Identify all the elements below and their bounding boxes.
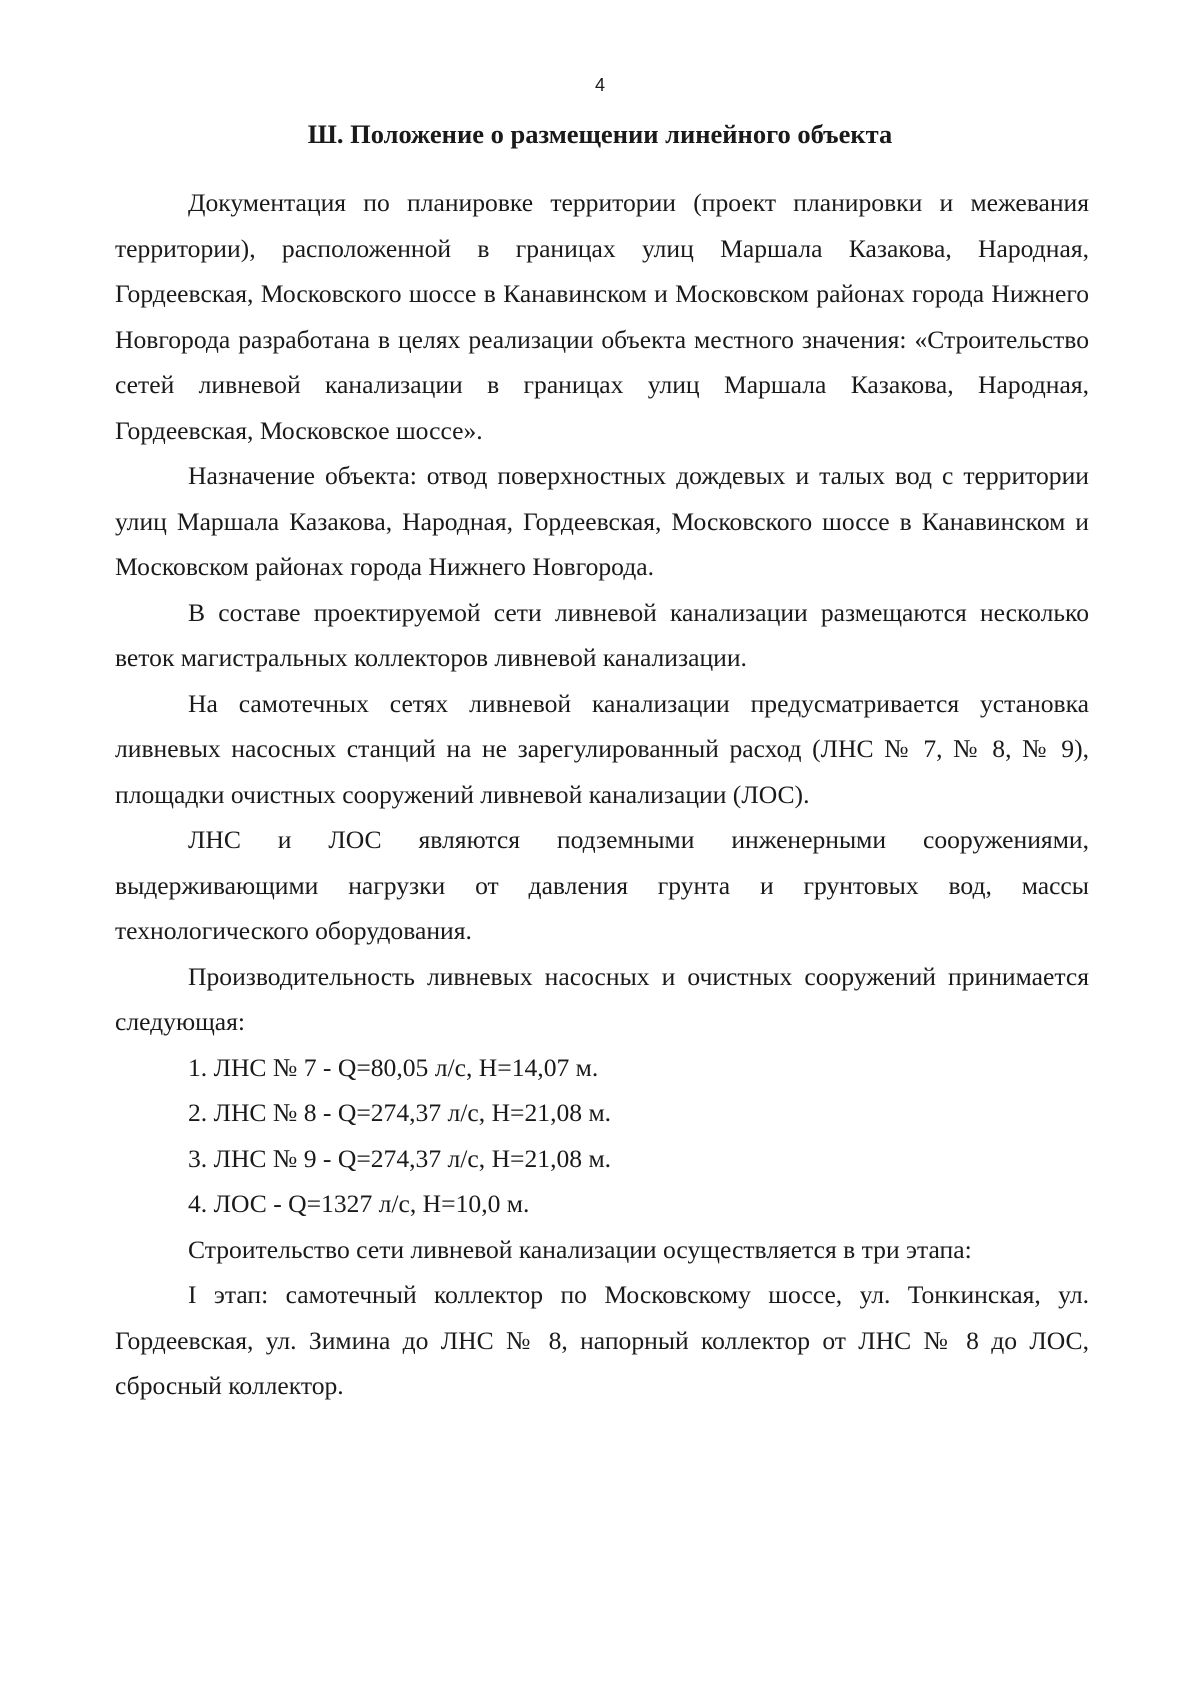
capacity-item-lns-7: 1. ЛНС № 7 - Q=80,05 л/с, Н=14,07 м.	[188, 1052, 599, 1082]
paragraph-documentation: Документация по планировке территории (проект планировки и межевания территории), расположенной в границах улиц Маршала Казакова, Народная, Гордеевская, Московского шоссе в Канавинском и Московском районах города Нижнего Новгорода разработана в целях реализации объекта местного значения: «Строительство сетей ливневой канализации в границах улиц Маршала Казакова, Народная, Гордеевская, Московское шоссе».	[115, 188, 1089, 445]
paragraph-network-composition: В составе проектируемой сети ливневой канализации размещаются несколько веток магистральных коллекторов ливневой канализации.	[115, 597, 1089, 672]
capacity-item-lns-9: 3. ЛНС № 9 - Q=274,37 л/с, Н=21,08 м.	[188, 1143, 612, 1173]
paragraph-pump-stations: На самотечных сетях ливневой канализации предусматривается установка ливневых насосных станций на не зарегулированный расход (ЛНС № 7, № 8, № 9), площадки очистных сооружений ливневой канализации (ЛОС).	[115, 688, 1089, 809]
capacity-item-los: 4. ЛОС - Q=1327 л/с, Н=10,0 м.	[188, 1189, 530, 1218]
paragraph-purpose: Назначение объекта: отвод поверхностных дождевых и талых вод с территории улиц Маршала Казакова, Народная, Гордеевская, Московского шоссе в Канавинском и Московском районах города Нижнего Новгорода.	[115, 461, 1089, 581]
paragraph-capacity-intro: Производительность ливневых насосных и очистных сооружений принимается следующая:	[115, 961, 1089, 1036]
capacity-item-lns-8: 2. ЛНС № 8 - Q=274,37 л/с, Н=21,08 м.	[188, 1098, 612, 1127]
paragraph-stage-1: I этап: самотечный коллектор по Московскому шоссе, ул. Тонкинская, ул. Гордеевская, ул. Зимина до ЛНС № 8, напорный коллектор от ЛНС № 8 до ЛОС, сбросный коллектор.	[115, 1280, 1089, 1400]
document-body	[115, 180, 1089, 1409]
section-title: Ш. Положение о размещении линейного объекта	[307, 119, 893, 149]
paragraph-stages-intro: Строительство сети ливневой канализации осуществляется в три этапа:	[188, 1234, 972, 1264]
page-number: 4	[594, 75, 605, 95]
paragraph-underground-structures: ЛНС и ЛОС являются подземными инженерными сооружениями, выдерживающими нагрузки от давления грунта и грунтовых вод, массы технологического оборудования.	[115, 825, 1089, 945]
